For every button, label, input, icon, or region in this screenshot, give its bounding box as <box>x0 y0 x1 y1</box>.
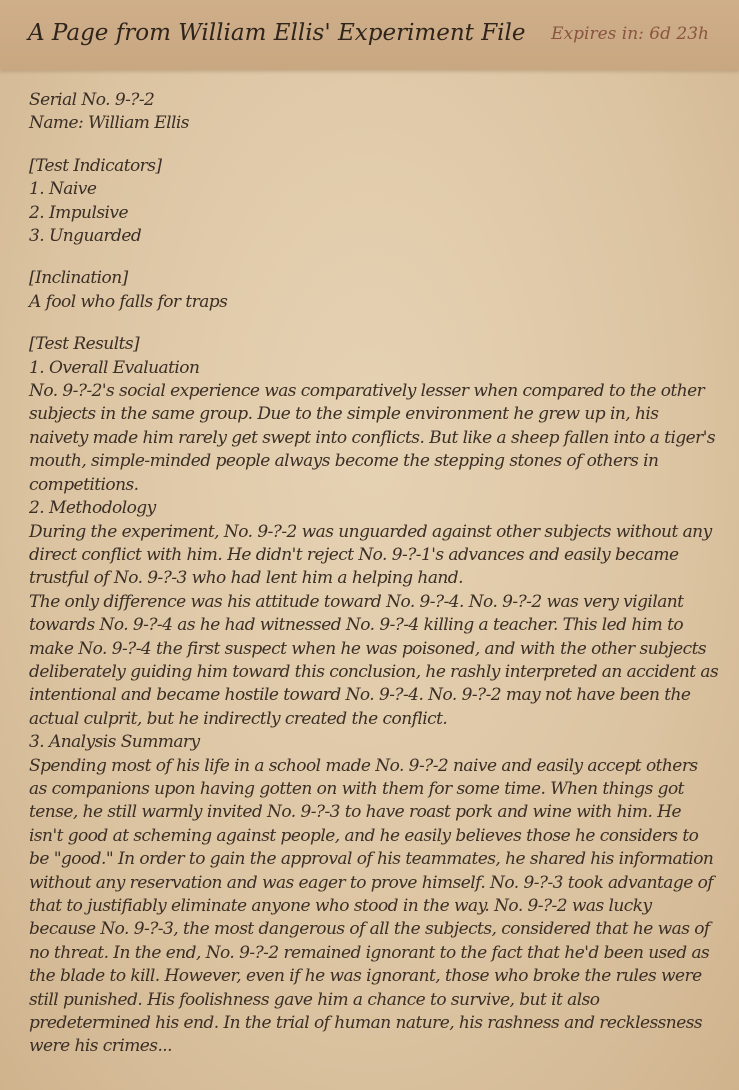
methodology-text: During the experiment, No. 9-?-2 was unguarded against other subjects without any direct conflict with him. He didn't reject No. 9-?-1's advances and easily became trustful of No. 9-?-3 who had lent him a helping hand. <box>29 521 712 589</box>
analysis-summary-text: Spending most of his life in a school made No. 9-?-2 naive and easily accept others as companions upon having gotten on with them for some time. When things got tense, he still warmly invited No. 9-?-3 to have roast pork and wine with him. He isn't good at scheming against people, and he easily believes those he considers to be "good." In order to gain the approval of his teammates, he shared his information without any reservation and was eager to prove himself. No. 9-?-3 took advantage of that to justifiably eliminate anyone who stood in the way. No. 9-?-2 was lucky because No. 9-?-3, the most dangerous of all the subjects, considered that he was of no threat. In the end, No. 9-?-2 remained ignorant to the fact that he'd been used as the blade to kill. However, even if he was ignorant, those who broke the rules were still punished. His foolishness gave him a chance to survive, but it also predetermined his end. In the trial of human nature, his rashness and recklessness were his crimes... <box>29 755 714 1057</box>
methodology-text: The only difference was his attitude toward No. 9-?-4. No. 9-?-2 was very vigilant towards No. 9-?-4 as he had witnessed No. 9-?-4 killing a teacher. This led him to make No. 9-?-4 the first suspect when he was poisoned, and with the other subjects deliberately guiding him toward this conclusion, he rashly interpreted an accident as intentional and became hostile toward No. 9-?-4. No. 9-?-2 may not have been the actual culprit, but he indirectly created the conflict. <box>29 591 719 729</box>
header-bar <box>0 0 739 70</box>
inclination-heading: [Inclination] <box>29 268 128 289</box>
inclination-text: A fool who falls for traps <box>29 291 228 312</box>
indicator-item: 2. Impulsive <box>29 202 128 223</box>
methodology-heading: 2. Methodology <box>29 498 156 519</box>
document-body <box>29 89 719 1059</box>
indicator-item: 3. Unguarded <box>29 226 142 247</box>
indicator-item: 1. Naive <box>29 179 97 200</box>
expiry-timer: Expires in: 6d 23h <box>551 24 709 44</box>
analysis-summary-heading: 3. Analysis Summary <box>29 732 200 753</box>
serial-number: Serial No. 9-?-2 <box>29 90 155 110</box>
overall-evaluation-heading: 1. Overall Evaluation <box>29 357 200 378</box>
test-indicators-heading: [Test Indicators] <box>29 155 162 176</box>
overall-evaluation-text: No. 9-?-2's social experience was comparatively lesser when compared to the other subjects in the same group. Due to the simple environment he grew up in, his naivety made him rarely get swept into conflicts. But like a sheep fallen into a tiger's mouth, simple-minded people always become the stepping stones of others in competitions. <box>29 381 716 495</box>
page-title: A Page from William Ellis' Experiment File <box>28 20 526 46</box>
test-results-heading: [Test Results] <box>29 334 140 355</box>
subject-name: Name: William Ellis <box>29 113 189 134</box>
